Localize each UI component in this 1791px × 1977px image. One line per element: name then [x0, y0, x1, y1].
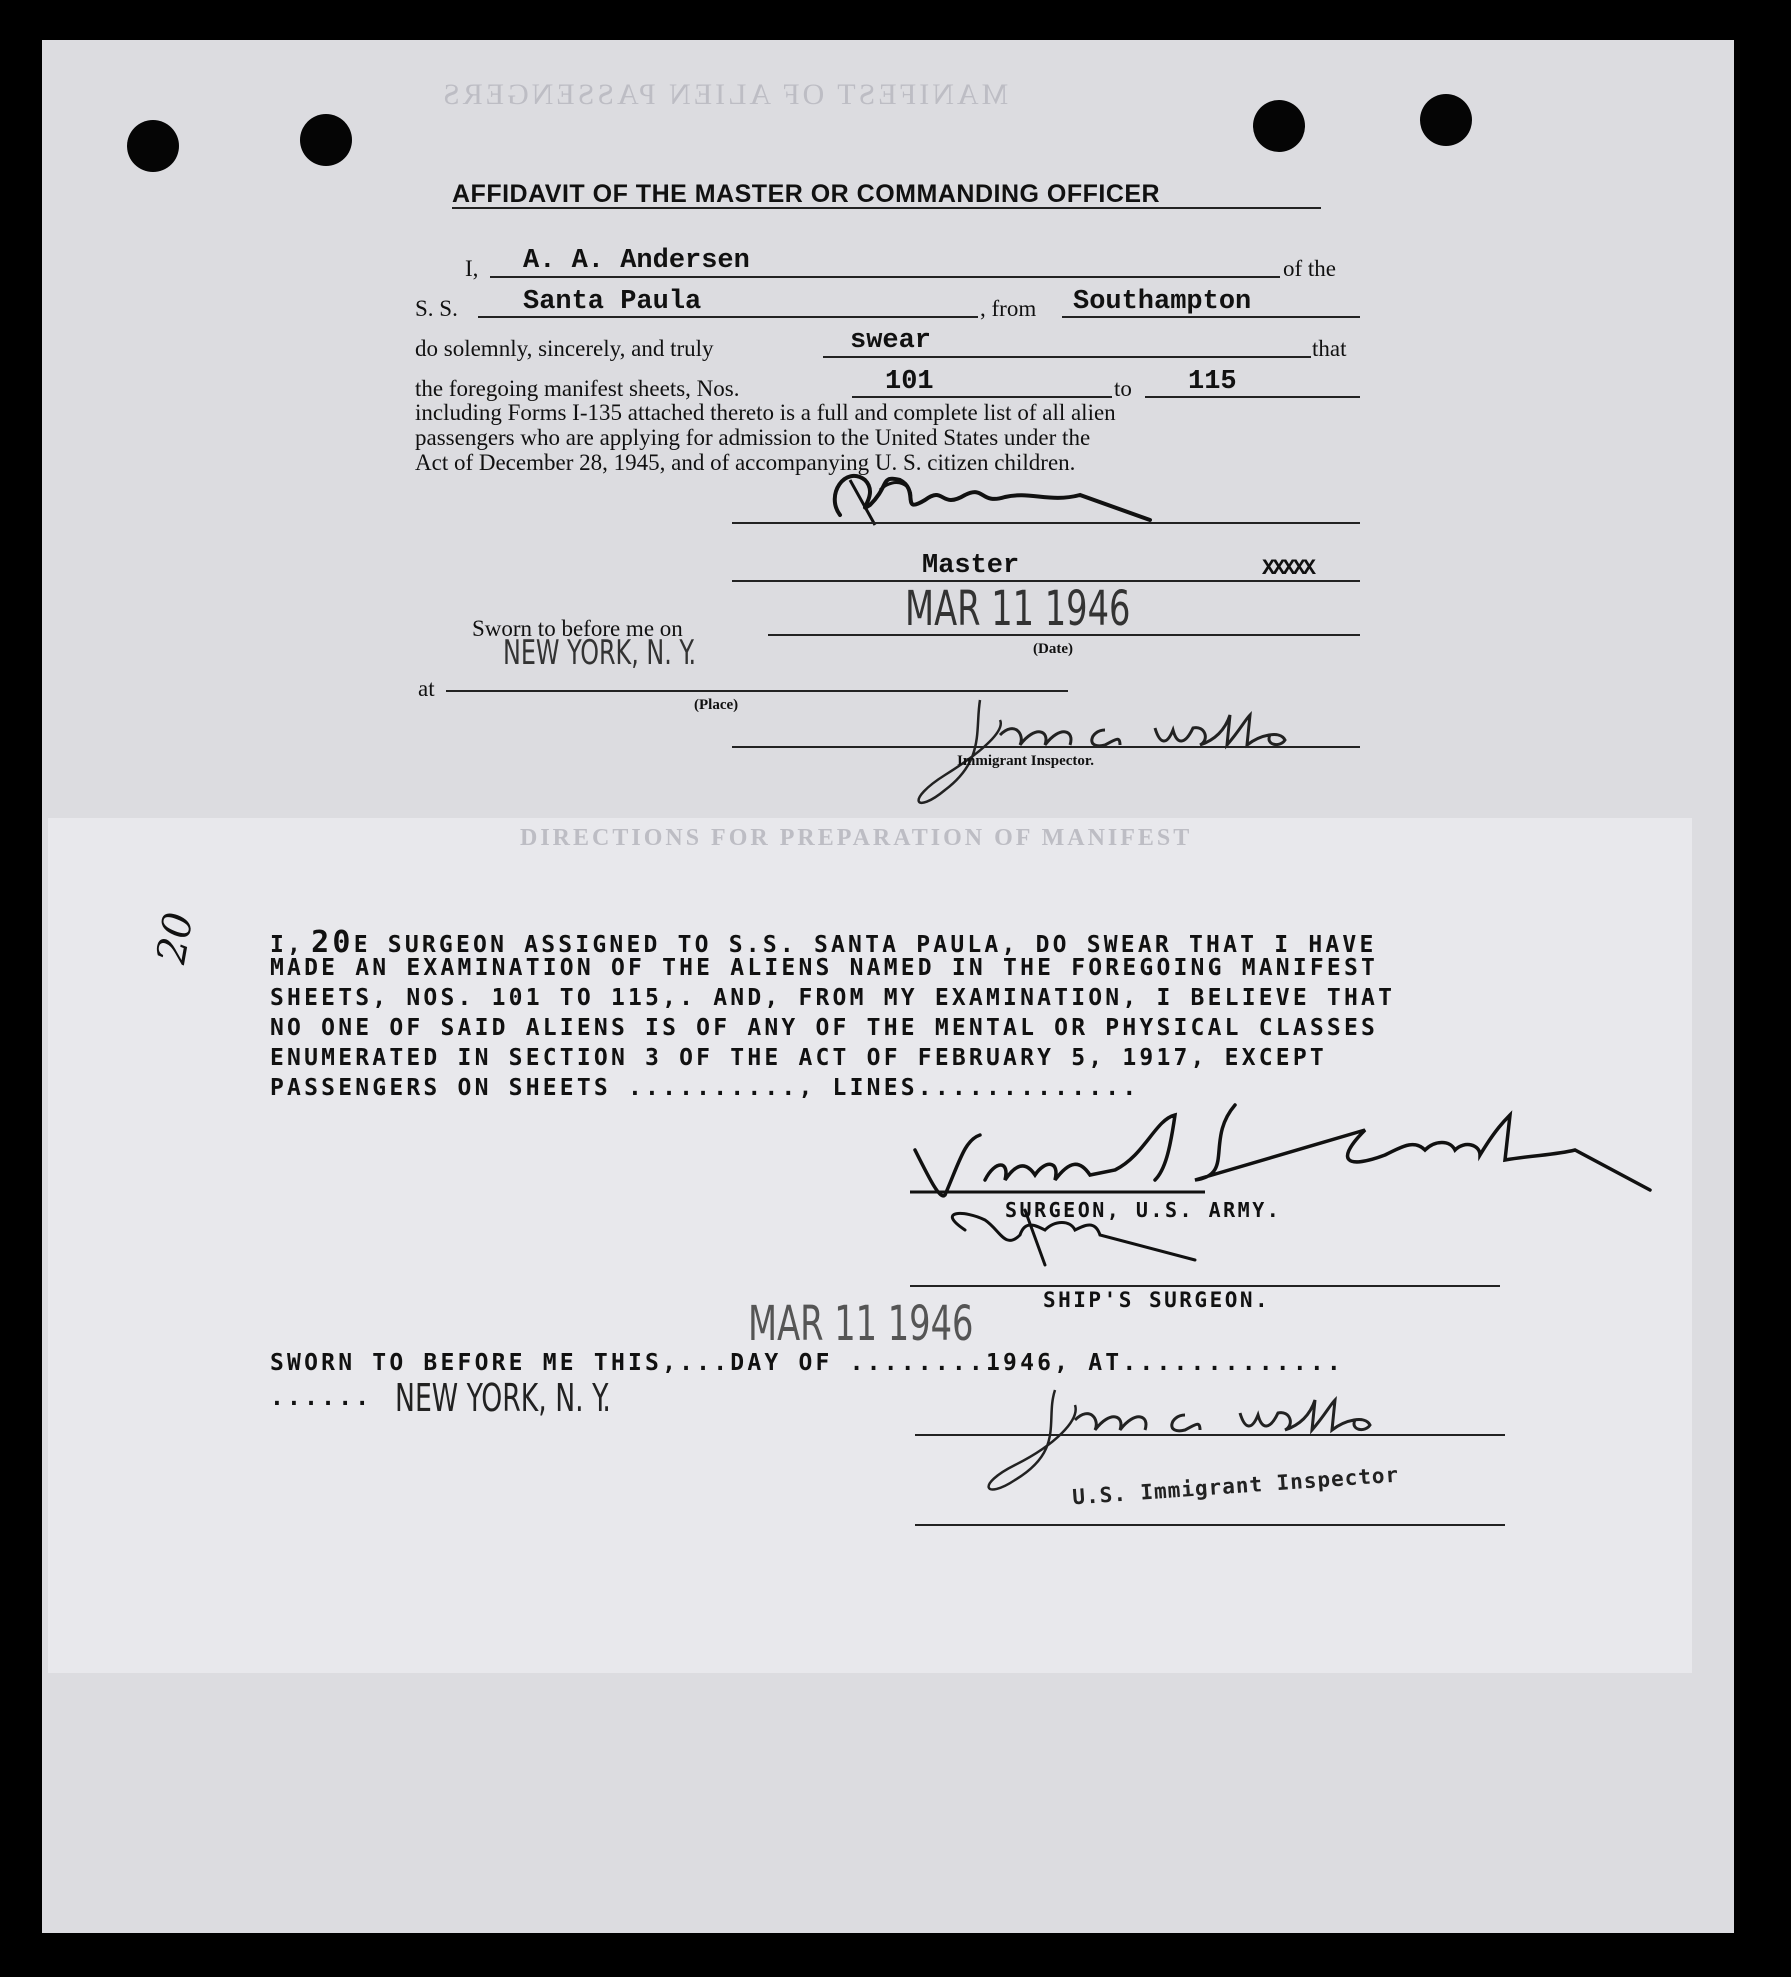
affidavit-body-line-3: Act of December 28, 1945, and of accompanying U. S. citizen children.: [415, 450, 1076, 475]
ss-label: S. S.: [415, 296, 458, 321]
sworn-place-stamp: NEW YORK, N. Y.: [503, 633, 697, 673]
to-label: to: [1114, 376, 1132, 401]
ships-surgeon-caption: SHIP'S SURGEON.: [1043, 1288, 1271, 1312]
us-inspector-signature-line: [915, 1434, 1505, 1436]
inspector-caption: Immigrant Inspector.: [957, 753, 1094, 769]
port-value: Southampton: [1073, 287, 1252, 317]
from-label: , from: [980, 296, 1037, 321]
oath-word-value: swear: [850, 326, 932, 356]
sheet-to-value: 115: [1188, 367, 1237, 397]
at-label: at: [418, 676, 435, 701]
surgeon-line-1: I, 20E SURGEON ASSIGNED TO S.S. SANTA PAULA, DO SWEAR THAT I HAVE: [270, 925, 1377, 960]
surgeon-line-2: MADE AN EXAMINATION OF THE ALIENS NAMED IN THE FOREGOING MANIFEST: [270, 955, 1379, 981]
inspector-signature-line: [732, 746, 1360, 748]
of-the-label: of the: [1283, 256, 1337, 281]
i-label: I,: [465, 256, 479, 281]
master-name-value: A. A. Andersen: [523, 246, 750, 276]
title-underline: [452, 207, 1321, 209]
punch-hole: [127, 120, 179, 172]
surgeon-line-3: SHEETS, NOS. 101 TO 115,. AND, FROM MY EXAMINATION, I BELIEVE THAT: [270, 985, 1396, 1011]
sheets-label: the foregoing manifest sheets, Nos.: [415, 376, 740, 401]
punch-hole: [300, 114, 352, 166]
affidavit-body-line-1: including Forms I-135 attached thereto is a full and complete list of all alien: [415, 400, 1116, 425]
surgeon-title: SURGEON, U.S. ARMY.: [1005, 1198, 1282, 1222]
master-signature-line: [732, 522, 1360, 524]
surgeon-signature: [905, 1100, 1665, 1270]
punch-hole: [1253, 100, 1305, 152]
ship-name-line: [478, 316, 978, 318]
master-title-value: Master: [922, 551, 1020, 581]
overtyped-number: 20: [311, 925, 354, 960]
surgeon-place-stamp: NEW YORK, N. Y.: [395, 1376, 611, 1420]
us-inspector-caption: U.S. Immigrant Inspector: [1071, 1462, 1400, 1510]
faded-manifest-header: MANIFEST OF ALIEN PASSENGERS: [440, 78, 1009, 111]
affidavit-body-line-2: passengers who are applying for admission to the United States under the: [415, 425, 1091, 450]
oath-line: [823, 356, 1311, 358]
surgeon-place-line: ......: [270, 1385, 373, 1411]
sheet-to-line: [1145, 396, 1360, 398]
master-name-line: [490, 276, 1280, 278]
that-label: that: [1312, 336, 1347, 361]
date-caption: (Date): [1033, 641, 1073, 657]
surgeon-line-5: ENUMERATED IN SECTION 3 OF THE ACT OF FEBRUARY 5, 1917, EXCEPT: [270, 1045, 1327, 1071]
surgeon-signature-line: [910, 1285, 1500, 1287]
sheet-from-line: [852, 396, 1112, 398]
affidavit-title: AFFIDAVIT OF THE MASTER OR COMMANDING OFFICER: [452, 180, 1161, 208]
us-inspector-bottom-line: [915, 1524, 1505, 1526]
punch-hole: [1420, 94, 1472, 146]
solemnly-label: do solemnly, sincerely, and truly: [415, 336, 714, 361]
sworn-label: Sworn to before me on: [472, 616, 683, 641]
sworn-date-stamp: MAR 11 1946: [905, 581, 1131, 637]
surgeon-line-4: NO ONE OF SAID ALIENS IS OF ANY OF THE MENTAL OR PHYSICAL CLASSES: [270, 1015, 1379, 1041]
crossed-title: XXXXX: [1262, 556, 1314, 581]
port-line: [1062, 316, 1360, 318]
sheet-from-value: 101: [885, 367, 934, 397]
surgeon-sworn-line: SWORN TO BEFORE ME THIS,...DAY OF ........1946, AT.............: [270, 1350, 1344, 1376]
ship-name-value: Santa Paula: [523, 287, 702, 317]
faded-directions-title: DIRECTIONS FOR PREPARATION OF MANIFEST: [520, 825, 1193, 851]
sworn-date-line: [768, 634, 1360, 636]
margin-note: 20: [148, 908, 203, 968]
place-caption: (Place): [694, 697, 739, 713]
surgeon-line-6: PASSENGERS ON SHEETS .........., LINES.............: [270, 1075, 1140, 1101]
surgeon-date-stamp: MAR 11 1946: [748, 1296, 974, 1352]
